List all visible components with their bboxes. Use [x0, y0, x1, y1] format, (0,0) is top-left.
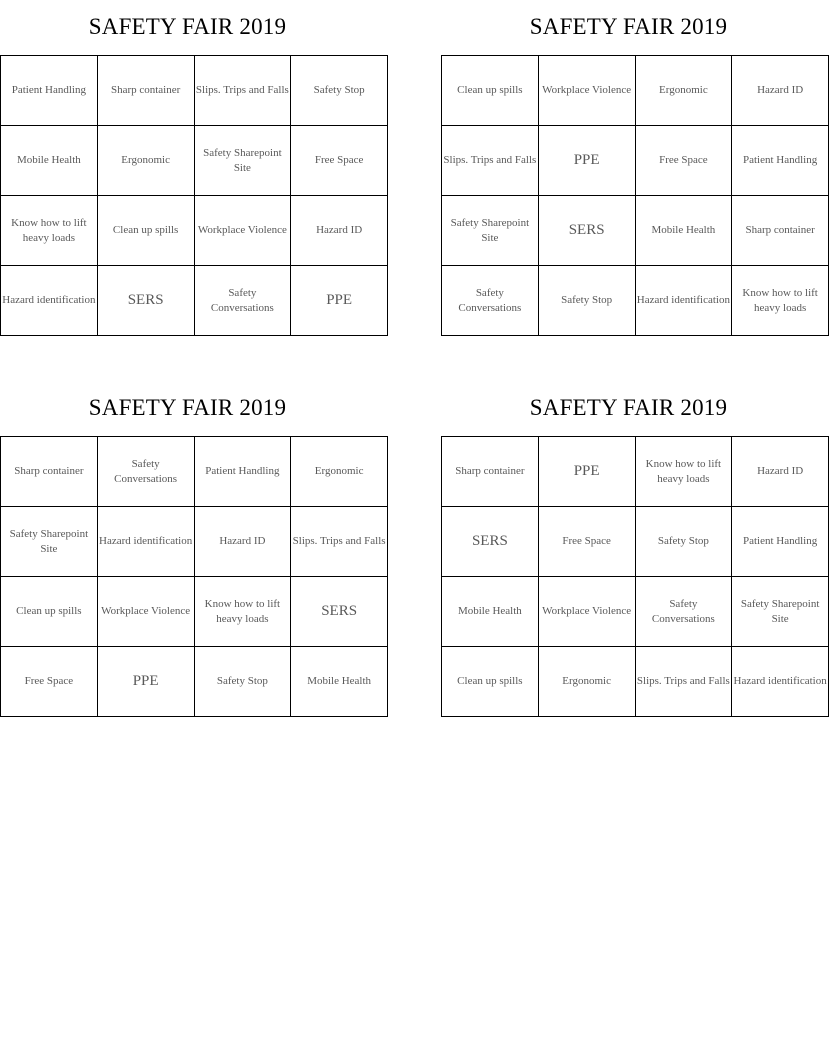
grid-cell: Safety Conversations	[635, 577, 732, 647]
grid-row	[1, 196, 388, 266]
grid-row	[442, 437, 829, 507]
grid-cell: Hazard identification	[97, 507, 194, 577]
grid-cell: Safety Sharepoint Site	[442, 196, 539, 266]
grid-cell: Hazard ID	[732, 56, 829, 126]
grid-cell: Slips. Trips and Falls	[194, 56, 291, 126]
grid-cell: Free Space	[1, 647, 98, 717]
grid-cell: SERS	[538, 196, 635, 266]
grid-cell: Slips. Trips and Falls	[442, 126, 539, 196]
grid-row	[1, 437, 388, 507]
grid-row	[442, 56, 829, 126]
grid-cell: Safety Conversations	[194, 266, 291, 336]
grid-cell: Safety Conversations	[442, 266, 539, 336]
grid-row	[442, 266, 829, 336]
grid-cell: Clean up spills	[442, 647, 539, 717]
grid-cell: Know how to lift heavy loads	[1, 196, 98, 266]
grid-row	[1, 577, 388, 647]
grid-cell: Hazard ID	[194, 507, 291, 577]
grid-cell: Sharp container	[732, 196, 829, 266]
grid-cell: Hazard ID	[291, 196, 388, 266]
bingo-grid	[0, 436, 388, 717]
grid-cell: Free Space	[635, 126, 732, 196]
card-title: SAFETY FAIR 2019	[529, 395, 728, 420]
grid-cell: Hazard identification	[635, 266, 732, 336]
grid-cell: Safety Stop	[538, 266, 635, 336]
grid-cell: Workplace Violence	[538, 56, 635, 126]
card-title: SAFETY FAIR 2019	[88, 395, 287, 420]
grid-row	[1, 126, 388, 196]
grid-cell: PPE	[97, 647, 194, 717]
grid-cell: Know how to lift heavy loads	[635, 437, 732, 507]
grid-cell: Safety Sharepoint Site	[194, 126, 291, 196]
grid-cell: Safety Sharepoint Site	[732, 577, 829, 647]
grid-row	[1, 507, 388, 577]
grid-cell: Ergonomic	[635, 56, 732, 126]
grid-row	[442, 507, 829, 577]
grid-cell: Safety Sharepoint Site	[1, 507, 98, 577]
grid-cell: Workplace Violence	[97, 577, 194, 647]
grid-row	[442, 196, 829, 266]
card-title: SAFETY FAIR 2019	[88, 14, 287, 39]
grid-cell: Hazard ID	[732, 437, 829, 507]
grid-cell: Know how to lift heavy loads	[194, 577, 291, 647]
grid-cell: SERS	[291, 577, 388, 647]
card-title: SAFETY FAIR 2019	[529, 14, 728, 39]
grid-cell: Patient Handling	[1, 56, 98, 126]
bingo-grid	[0, 55, 388, 336]
grid-cell: Mobile Health	[442, 577, 539, 647]
grid-cell: Free Space	[538, 507, 635, 577]
grid-cell: Ergonomic	[538, 647, 635, 717]
grid-cell: SERS	[97, 266, 194, 336]
grid-cell: Safety Stop	[291, 56, 388, 126]
bingo-grid	[441, 436, 829, 717]
grid-cell: Clean up spills	[442, 56, 539, 126]
grid-cell: Slips. Trips and Falls	[635, 647, 732, 717]
grid-cell: PPE	[291, 266, 388, 336]
grid-cell: Sharp container	[442, 437, 539, 507]
grid-cell: Know how to lift heavy loads	[732, 266, 829, 336]
grid-cell: Sharp container	[97, 56, 194, 126]
grid-cell: Safety Stop	[635, 507, 732, 577]
grid-cell: Clean up spills	[1, 577, 98, 647]
grid-cell: PPE	[538, 126, 635, 196]
grid-cell: Mobile Health	[291, 647, 388, 717]
grid-cell: Sharp container	[1, 437, 98, 507]
grid-row	[1, 647, 388, 717]
grid-cell: Workplace Violence	[194, 196, 291, 266]
grid-cell: Patient Handling	[732, 507, 829, 577]
grid-cell: Workplace Violence	[538, 577, 635, 647]
grid-cell: SERS	[442, 507, 539, 577]
grid-row	[442, 647, 829, 717]
grid-cell: Patient Handling	[194, 437, 291, 507]
grid-row	[442, 126, 829, 196]
grid-cell: Hazard identification	[1, 266, 98, 336]
grid-cell: Safety Conversations	[97, 437, 194, 507]
grid-cell: Mobile Health	[635, 196, 732, 266]
grid-row	[442, 577, 829, 647]
grid-row	[1, 266, 388, 336]
bingo-grid	[441, 55, 829, 336]
grid-cell: Clean up spills	[97, 196, 194, 266]
grid-cell: Free Space	[291, 126, 388, 196]
grid-cell: PPE	[538, 437, 635, 507]
grid-cell: Mobile Health	[1, 126, 98, 196]
grid-cell: Safety Stop	[194, 647, 291, 717]
grid-cell: Slips. Trips and Falls	[291, 507, 388, 577]
grid-cell: Hazard identification	[732, 647, 829, 717]
grid-row	[1, 56, 388, 126]
grid-cell: Patient Handling	[732, 126, 829, 196]
grid-cell: Ergonomic	[97, 126, 194, 196]
grid-cell: Ergonomic	[291, 437, 388, 507]
